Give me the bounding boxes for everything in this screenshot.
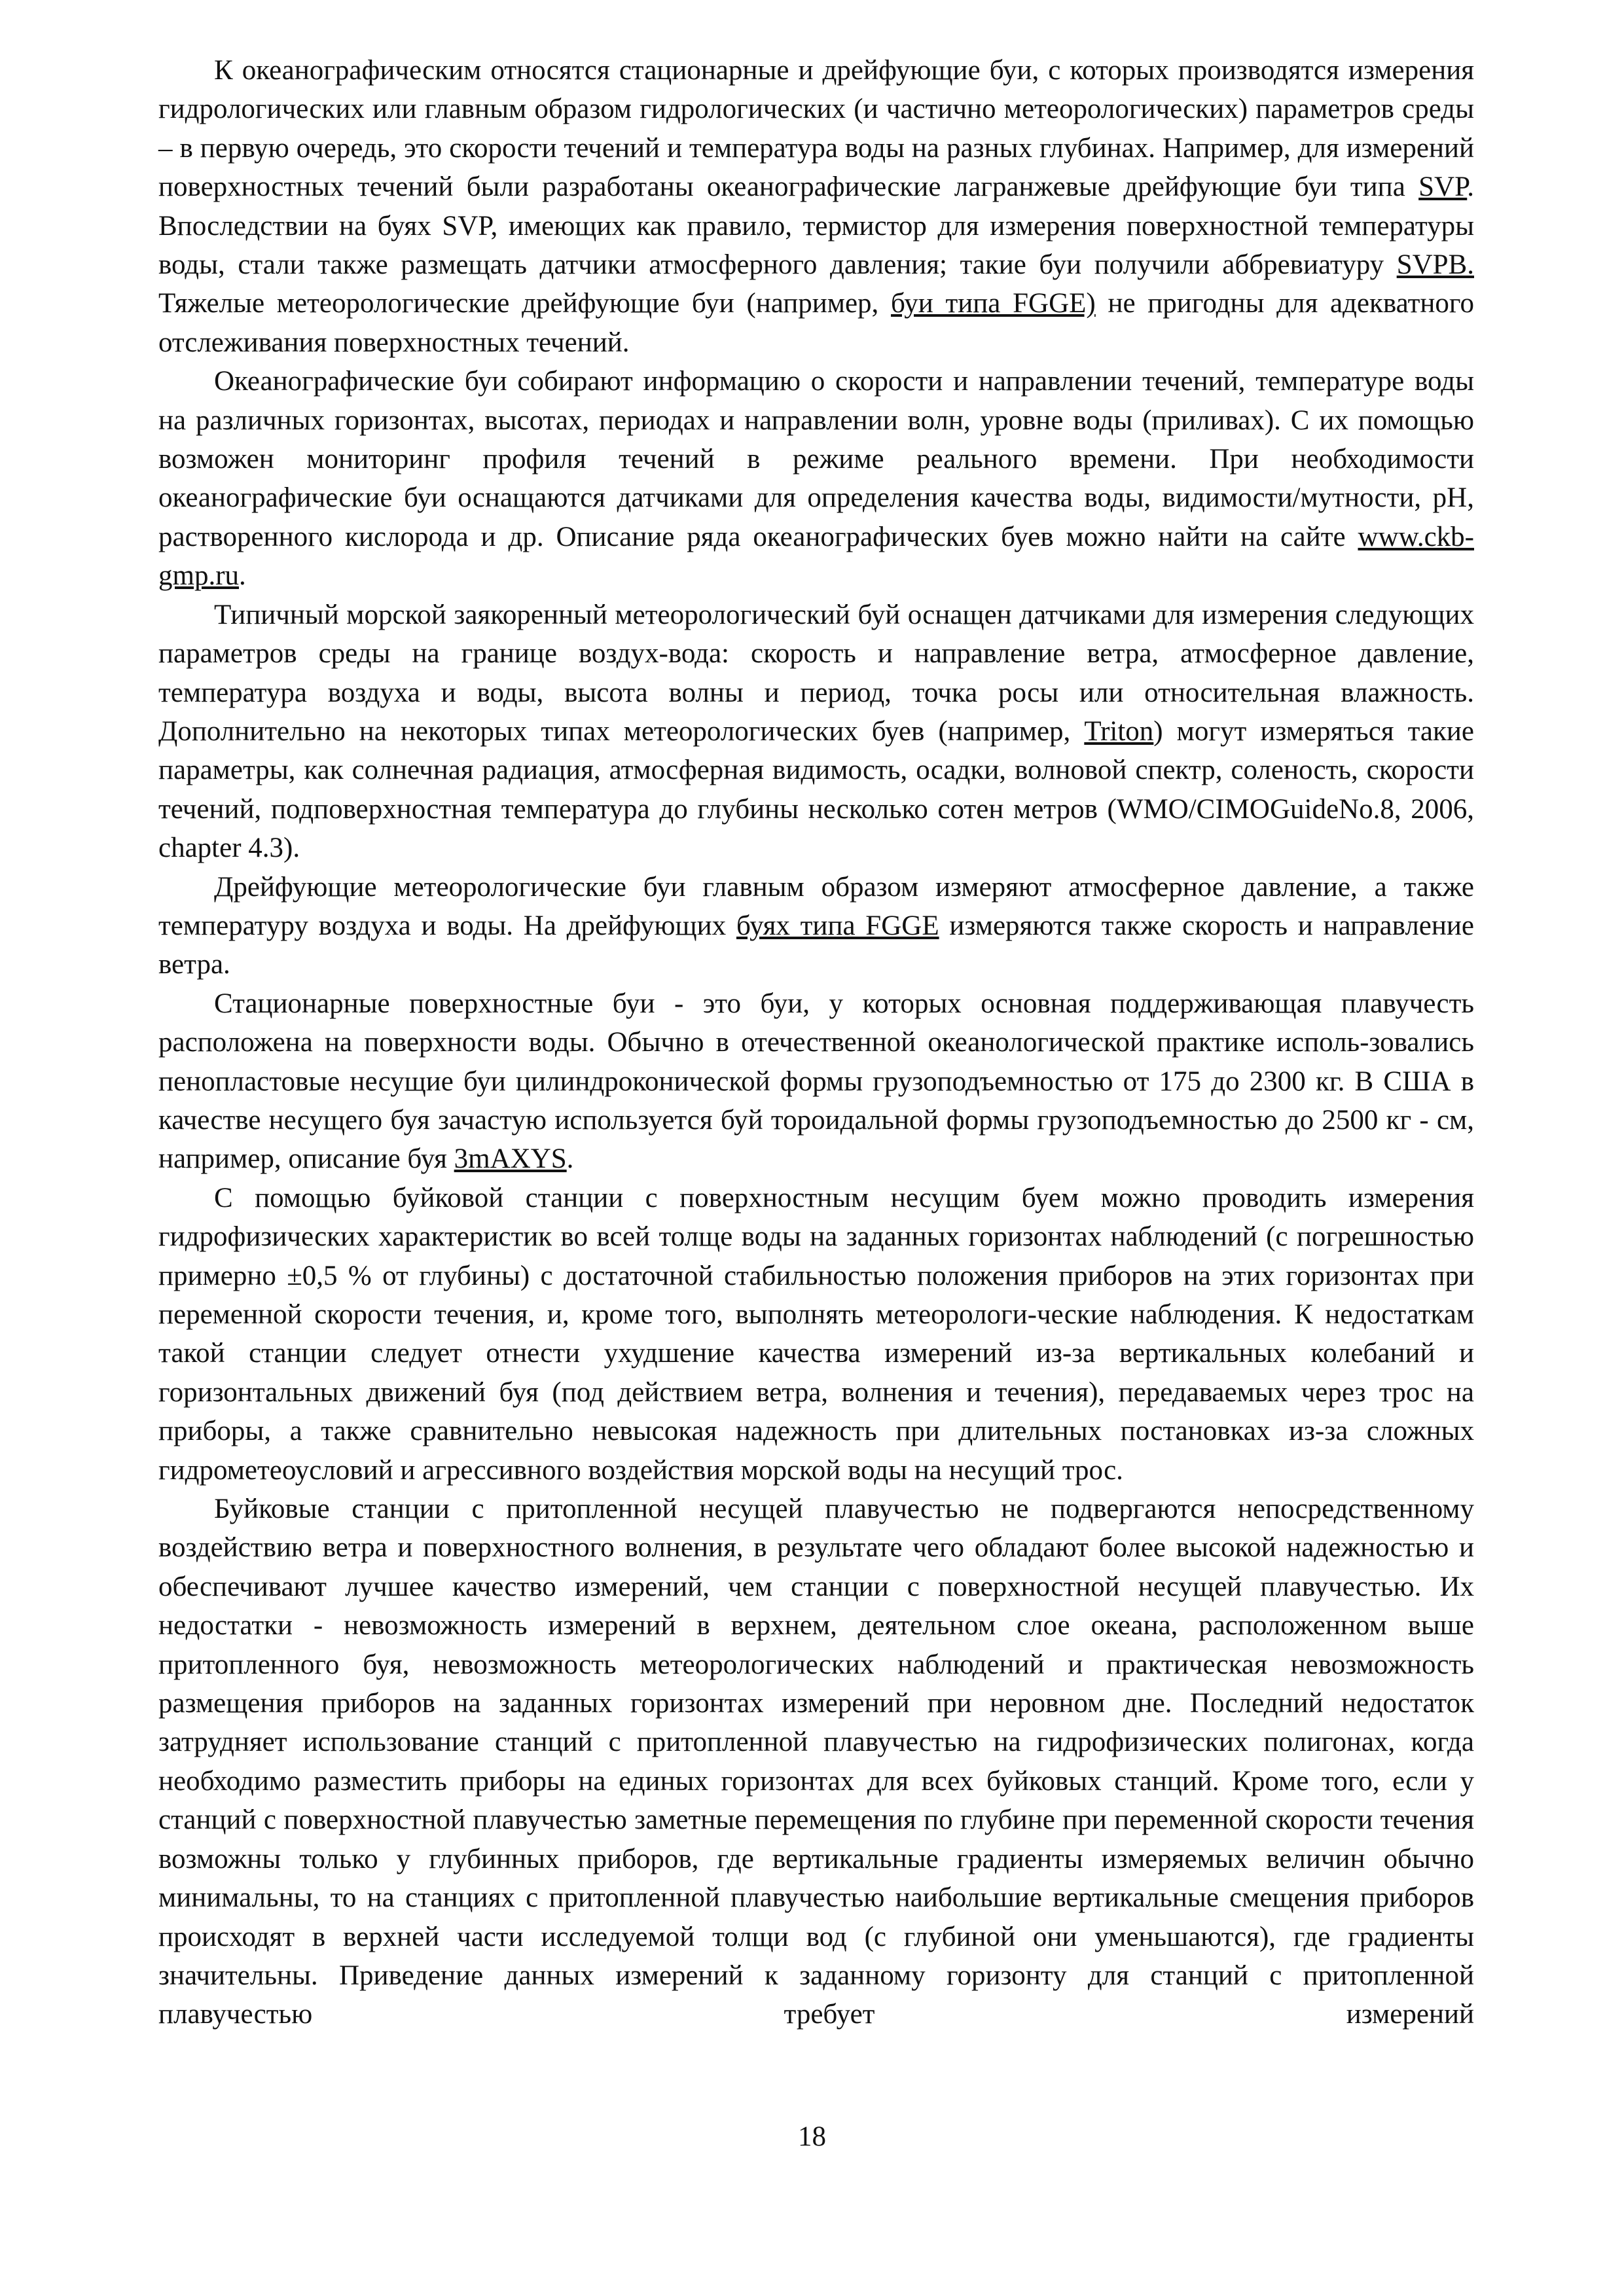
paragraph-text: Буйковые станции с притопленной несущей плавучестью не подвергаются непосредственному воздействию ветра и поверхностного волнения, в результате чего обладают более высокой надежностью и обеспечивают лучшее качество измерений, чем станции с поверхностной несущей плавучестью. Их недостатки - невозможность измерений в верхнем, деятельном слое океана, расположенном выше притопленного буя, невозможность метеорологических наблюдений и практическая невозможность размещения приборов на заданных горизонтах измерений при неровном дне. Последний недостаток затрудняет использование станций с притопленной плавучестью на гидрофизических полигонах, когда необходимо разместить приборы на единых горизонтах для всех буйковых станций. Кроме того, если у станций с поверхностной плавучестью заметные перемещения по глубине при переменной скорости течения возможны только у глубинных приборов, где вертикальные градиенты измеряемых величин обычно минимальны, то на станциях с притопленной плавучестью наибольшие вертикальные смещения приборов происходят в верхней части исследуемой толщи вод (с глубиной они уменьшаются), где градиенты значительны. Приведение данных измерений к заданному горизонту для станций с притопленной плавучестью требует измерений <box>158 1494 1474 2030</box>
document-body <box>158 51 1474 2034</box>
paragraph-text: К океанографическим относятся стационарные и дрейфующие буи, с которых производятся измерения гидрологических или главным образом гидрологических (и частично метеорологических) параметров среды – в первую очередь, это скорости течений и температура воды на разных глубинах. Например, для измерений поверхностных течений были разработаны океанографические лагранжевые дрейфующие буи типа <box>158 55 1474 203</box>
paragraph-text: ) могут измеряться такие параметры, как солнечная радиация, атмосферная видимость, осадки, волновой спектр, соленость, скорости течений, подповерхностная температура до глубины несколько сотен метров (WMO/CIMOGuideNo.8, 2006, chapter 4.3). <box>158 715 1475 864</box>
paragraph <box>158 51 1474 362</box>
paragraph-text: измеряются также скорость и направление ветра. <box>158 910 1474 980</box>
paragraph <box>158 984 1474 1179</box>
paragraph-text: Стационарные поверхностные буи - это буи, у которых основная поддерживающая плавучесть расположена на поверхности воды. Обычно в отечественной океанологической практике исполь-зовались пенопластовые несущие буи цилиндроконической формы грузоподъемностью от 175 до 2300 кг. В США в качестве несущего буя зачастую используется буй тороидальной формы грузоподъемностью до 2500 кг - см, например, описание буя <box>158 988 1474 1175</box>
paragraph-text: Дрейфующие метеорологические буи главным образом измеряют атмосферное давление, а также температуру воздуха и воды. На дрейфующих <box>158 871 1474 941</box>
inline-link[interactable]: SVPB. <box>1396 249 1474 281</box>
page-number: 18 <box>798 2121 826 2152</box>
inline-link[interactable]: 3mAXYS <box>454 1143 567 1175</box>
paragraph <box>158 868 1474 984</box>
inline-link[interactable]: Triton <box>1084 715 1154 747</box>
inline-link[interactable]: буи типа FGGE) <box>891 288 1096 319</box>
paragraph-text: Тяжелые метеорологические дрейфующие буи (например, <box>158 288 892 319</box>
paragraph-text: Типичный морской заякоренный метеорологический буй оснащен датчиками для измерения следующих параметров среды на границе воздух-вода: скорость и направление ветра, атмосферное давление, температура воздуха и воды, высота волны и период, точка росы или относительная влажность. Дополнительно на некоторых типах метеорологических буев (например, <box>158 599 1474 747</box>
paragraph <box>158 596 1474 868</box>
paragraph-text: Океанографические буи собирают информацию о скорости и направлении течений, температуре воды на различных горизонтах, высотах, периодах и направлении волн, уровне воды (приливах). С их помощью возможен мониторинг профиля течений в режиме реального времени. При необходимости океанографические буи оснащаются датчиками для определения качества воды, видимости/мутности, pH, растворенного кислорода и др. Описание ряда океанографических буев можно найти на сайте <box>158 366 1474 552</box>
paragraph <box>158 1490 1474 2034</box>
paragraph-text: С помощью буйковой станции с поверхностным несущим буем можно проводить измерения гидрофизических характеристик во всей толще воды на заданных горизонтах наблюдений (с погрешностью примерно ±0,5 % от глубины) с достаточной стабильностью положения приборов на этих горизонтах при переменной скорости течения, и, кроме того, выполнять метеорологи-ческие наблюдения. К недостаткам такой станции следует отнести ухудшение качества измерений из-за вертикальных колебаний и горизонтальных движений буя (под действием ветра, волнения и течения), передаваемых через трос на приборы, а также сравнительно невысокая надежность при длительных постановках из-за сложных гидрометеоусловий и агрессивного воздействия морской воды на несущий трос. <box>158 1182 1474 1486</box>
paragraph-text: . Впоследствии на буях SVP, имеющих как правило, термистор для измерения поверхностной температуры воды, стали также размещать датчики атмосферного давления; такие буи получили аббревиатуру <box>158 171 1474 281</box>
paragraph <box>158 362 1474 595</box>
inline-link[interactable]: www.ckb-gmp.ru <box>158 521 1474 592</box>
inline-link[interactable]: буях типа FGGE <box>736 910 939 941</box>
inline-link[interactable]: SVP <box>1418 171 1468 203</box>
paragraph-text: . <box>566 1143 574 1175</box>
paragraph-text: . <box>239 560 246 592</box>
paragraph-text: не пригодны для адекватного отслеживания поверхностных течений. <box>158 288 1474 358</box>
paragraph <box>158 1179 1474 1490</box>
